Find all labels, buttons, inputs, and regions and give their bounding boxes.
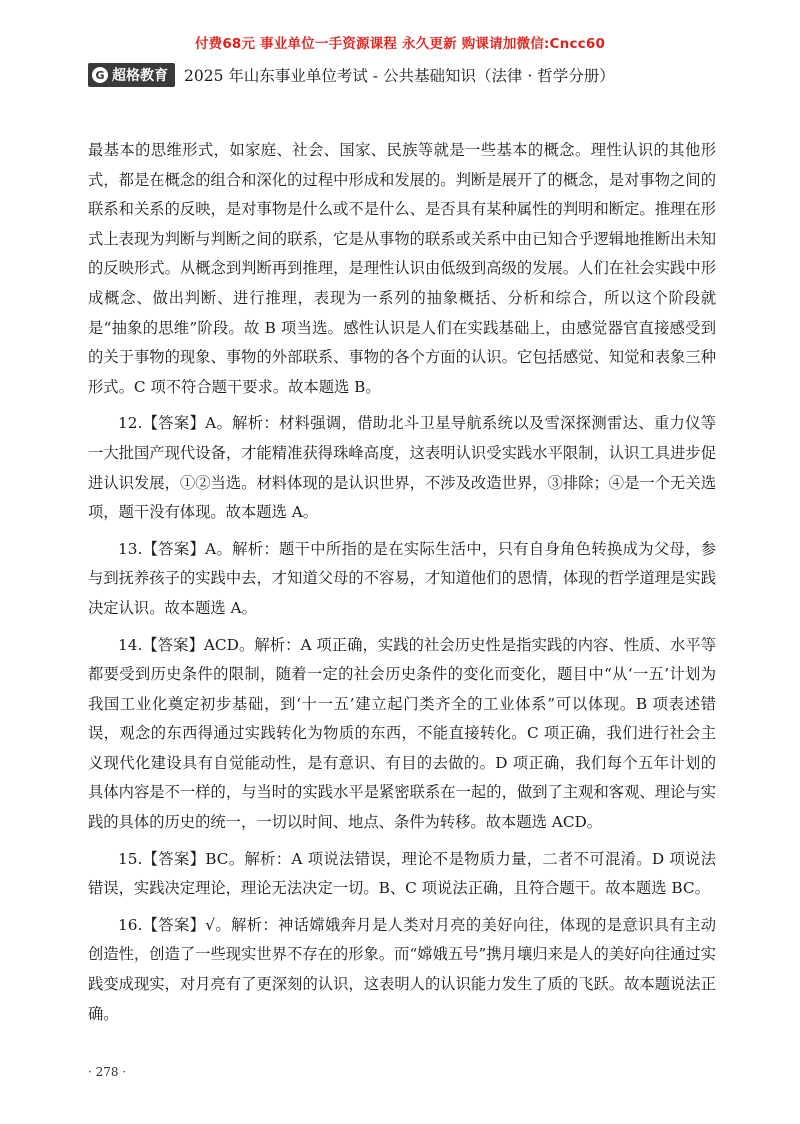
promo-banner: 付费68元 事业单位一手资源课程 永久更新 购课请加微信:Cncc60 <box>194 36 606 52</box>
paragraph-continued: 最基本的思维形式，如家庭、社会、国家、民族等就是一些基本的概念。理性认识的其他形式，都是在概念的组合和深化的过程中形成和发展的。判断是展开了的概念，是对事物之间的联系和关系的反映，是对事物是什么或不是什么、是否具有某种属性的判明和断定。推理在形式上表现为判断与判断之间的联系，它是从事物的联系或关系中由已知合乎逻辑地推断出未知的反映形式。从概念到判断再到推理，是理性认识由低级到高级的发展。人们在社会实践中形成概念、做出判断、进行推理，表现为一系列的抽象概括、分析和综合，所以这个阶段就是“抽象的思维”阶段。故 B 项当选。感性认识是人们在实践基础上，由感觉器官直接感受到的关于事物的现象、事物的外部联系、事物的各个方面的认识。它包括感觉、知觉和表象三种形式。C 项不符合题干要求。故本题选 B。 <box>88 141 716 396</box>
answer-12: 12.【答案】A。解析：材料强调，借助北斗卫星导航系统以及雪深探测雷达、重力仪等一大批国产现代设备，才能精准获得珠峰高度，这表明认识受实践水平限制，认识工具进步促进认识发展，①②当选。材料体现的是认识世界，不涉及改造世界，③排除；④是一个无关选项，题干没有体现。故本题选 A。 <box>88 414 716 522</box>
page-header <box>88 62 615 88</box>
publisher-logo <box>88 63 175 87</box>
answer-13: 13.【答案】A。解析：题干中所指的是在实际生活中，只有自身角色转换成为父母，参与到抚养孩子的实践中去，才知道父母的不容易，才知道他们的恩情，体现的哲学道理是实践决定认识。故本题选 A。 <box>88 539 716 617</box>
answer-16: 16.【答案】√。解析：神话嫦娥奔月是人类对月亮的美好向往，体现的是意识具有主动创造性，创造了一些现实世界不存在的形象。而“嫦娥五号”携月壤归来是人的美好向往通过实践变成现实，对月亮有了更深刻的认识，这表明人的认识能力发生了质的飞跃。故本题说法正确。 <box>88 915 716 1023</box>
page-number: · 278 · <box>88 1065 127 1079</box>
header-title: 2025 年山东事业单位考试 - 公共基础知识（法律 · 哲学分册） <box>184 67 615 85</box>
body-content <box>88 136 716 1036</box>
answer-14: 14.【答案】ACD。解析：A 项正确，实践的社会历史性是指实践的内容、性质、水平等都要受到历史条件的限制，随着一定的社会历史条件的变化而变化，题目中“从‘一五’计划为我国工业化奠定初步基础，到‘十一五’建立起门类齐全的工业体系”可以体现。B 项表述错误，观念的东西得通过实践转化为物质的东西，不能直接转化。C 项正确，我们进行社会主义现代化建设具有自觉能动性，是有意识、有目的去做的。D 项正确，我们每个五年计划的具体内容是不一样的，与当时的实践水平是紧密联系在一起的，做到了主观和客观、理论与实践的具体的历史的统一，一切以时间、地点、条件为转移。故本题选 ACD。 <box>88 635 716 832</box>
answer-15: 15.【答案】BC。解析：A 项说法错误，理论不是物质力量，二者不可混淆。D 项说法错误，实践决定理论，理论无法决定一切。B、C 项说法正确，且符合题干。故本题选 BC。 <box>88 849 716 898</box>
logo-mark-icon: G <box>92 67 108 83</box>
logo-text: 超格教育 <box>112 68 168 84</box>
